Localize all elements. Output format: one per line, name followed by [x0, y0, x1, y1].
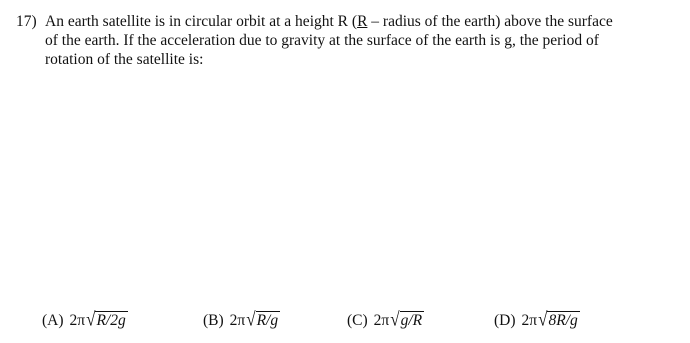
question-line-1-pre: An earth satellite is in circular orbit at a height R ( — [45, 13, 358, 30]
question-line-1-post: – radius of the earth) above the surface — [367, 13, 613, 30]
question-line-3: rotation of the satellite is: — [45, 51, 204, 68]
option-b-sqrt — [246, 308, 280, 330]
option-c-radical-sign: √ — [390, 308, 400, 330]
option-a-label: (A) — [42, 312, 64, 329]
answer-options — [0, 308, 690, 337]
question-block — [16, 12, 676, 69]
question-line-1 — [45, 12, 676, 31]
option-c — [347, 308, 424, 330]
option-d-radical-sign: √ — [538, 308, 548, 330]
option-b-label: (B) — [203, 312, 224, 329]
option-d — [494, 308, 580, 330]
option-d-coefficient: 2π — [521, 312, 538, 329]
option-c-coefficient: 2π — [373, 312, 390, 329]
option-b — [203, 308, 280, 330]
option-a-radicand: R/2g — [96, 312, 126, 329]
option-a-sqrt — [86, 308, 128, 330]
question-line-1-underlined: R — [357, 13, 368, 30]
option-d-label: (D) — [494, 312, 516, 329]
option-d-sqrt — [538, 308, 580, 330]
option-a — [42, 308, 128, 330]
option-c-label: (C) — [347, 312, 368, 329]
option-b-radicand: R/g — [256, 312, 279, 329]
option-b-radical-sign: √ — [246, 308, 256, 330]
option-a-radical-sign: √ — [86, 308, 96, 330]
question-number: 17) — [16, 13, 37, 30]
option-d-radicand: 8R/g — [548, 312, 578, 329]
question-text — [45, 12, 676, 69]
option-b-coefficient: 2π — [229, 312, 246, 329]
question-line-2: of the earth. If the acceleration due to gravity at the surface of the earth is g, the period of — [45, 32, 599, 49]
option-a-coefficient: 2π — [69, 312, 86, 329]
option-c-sqrt — [390, 308, 424, 330]
option-c-radicand: g/R — [400, 312, 423, 329]
